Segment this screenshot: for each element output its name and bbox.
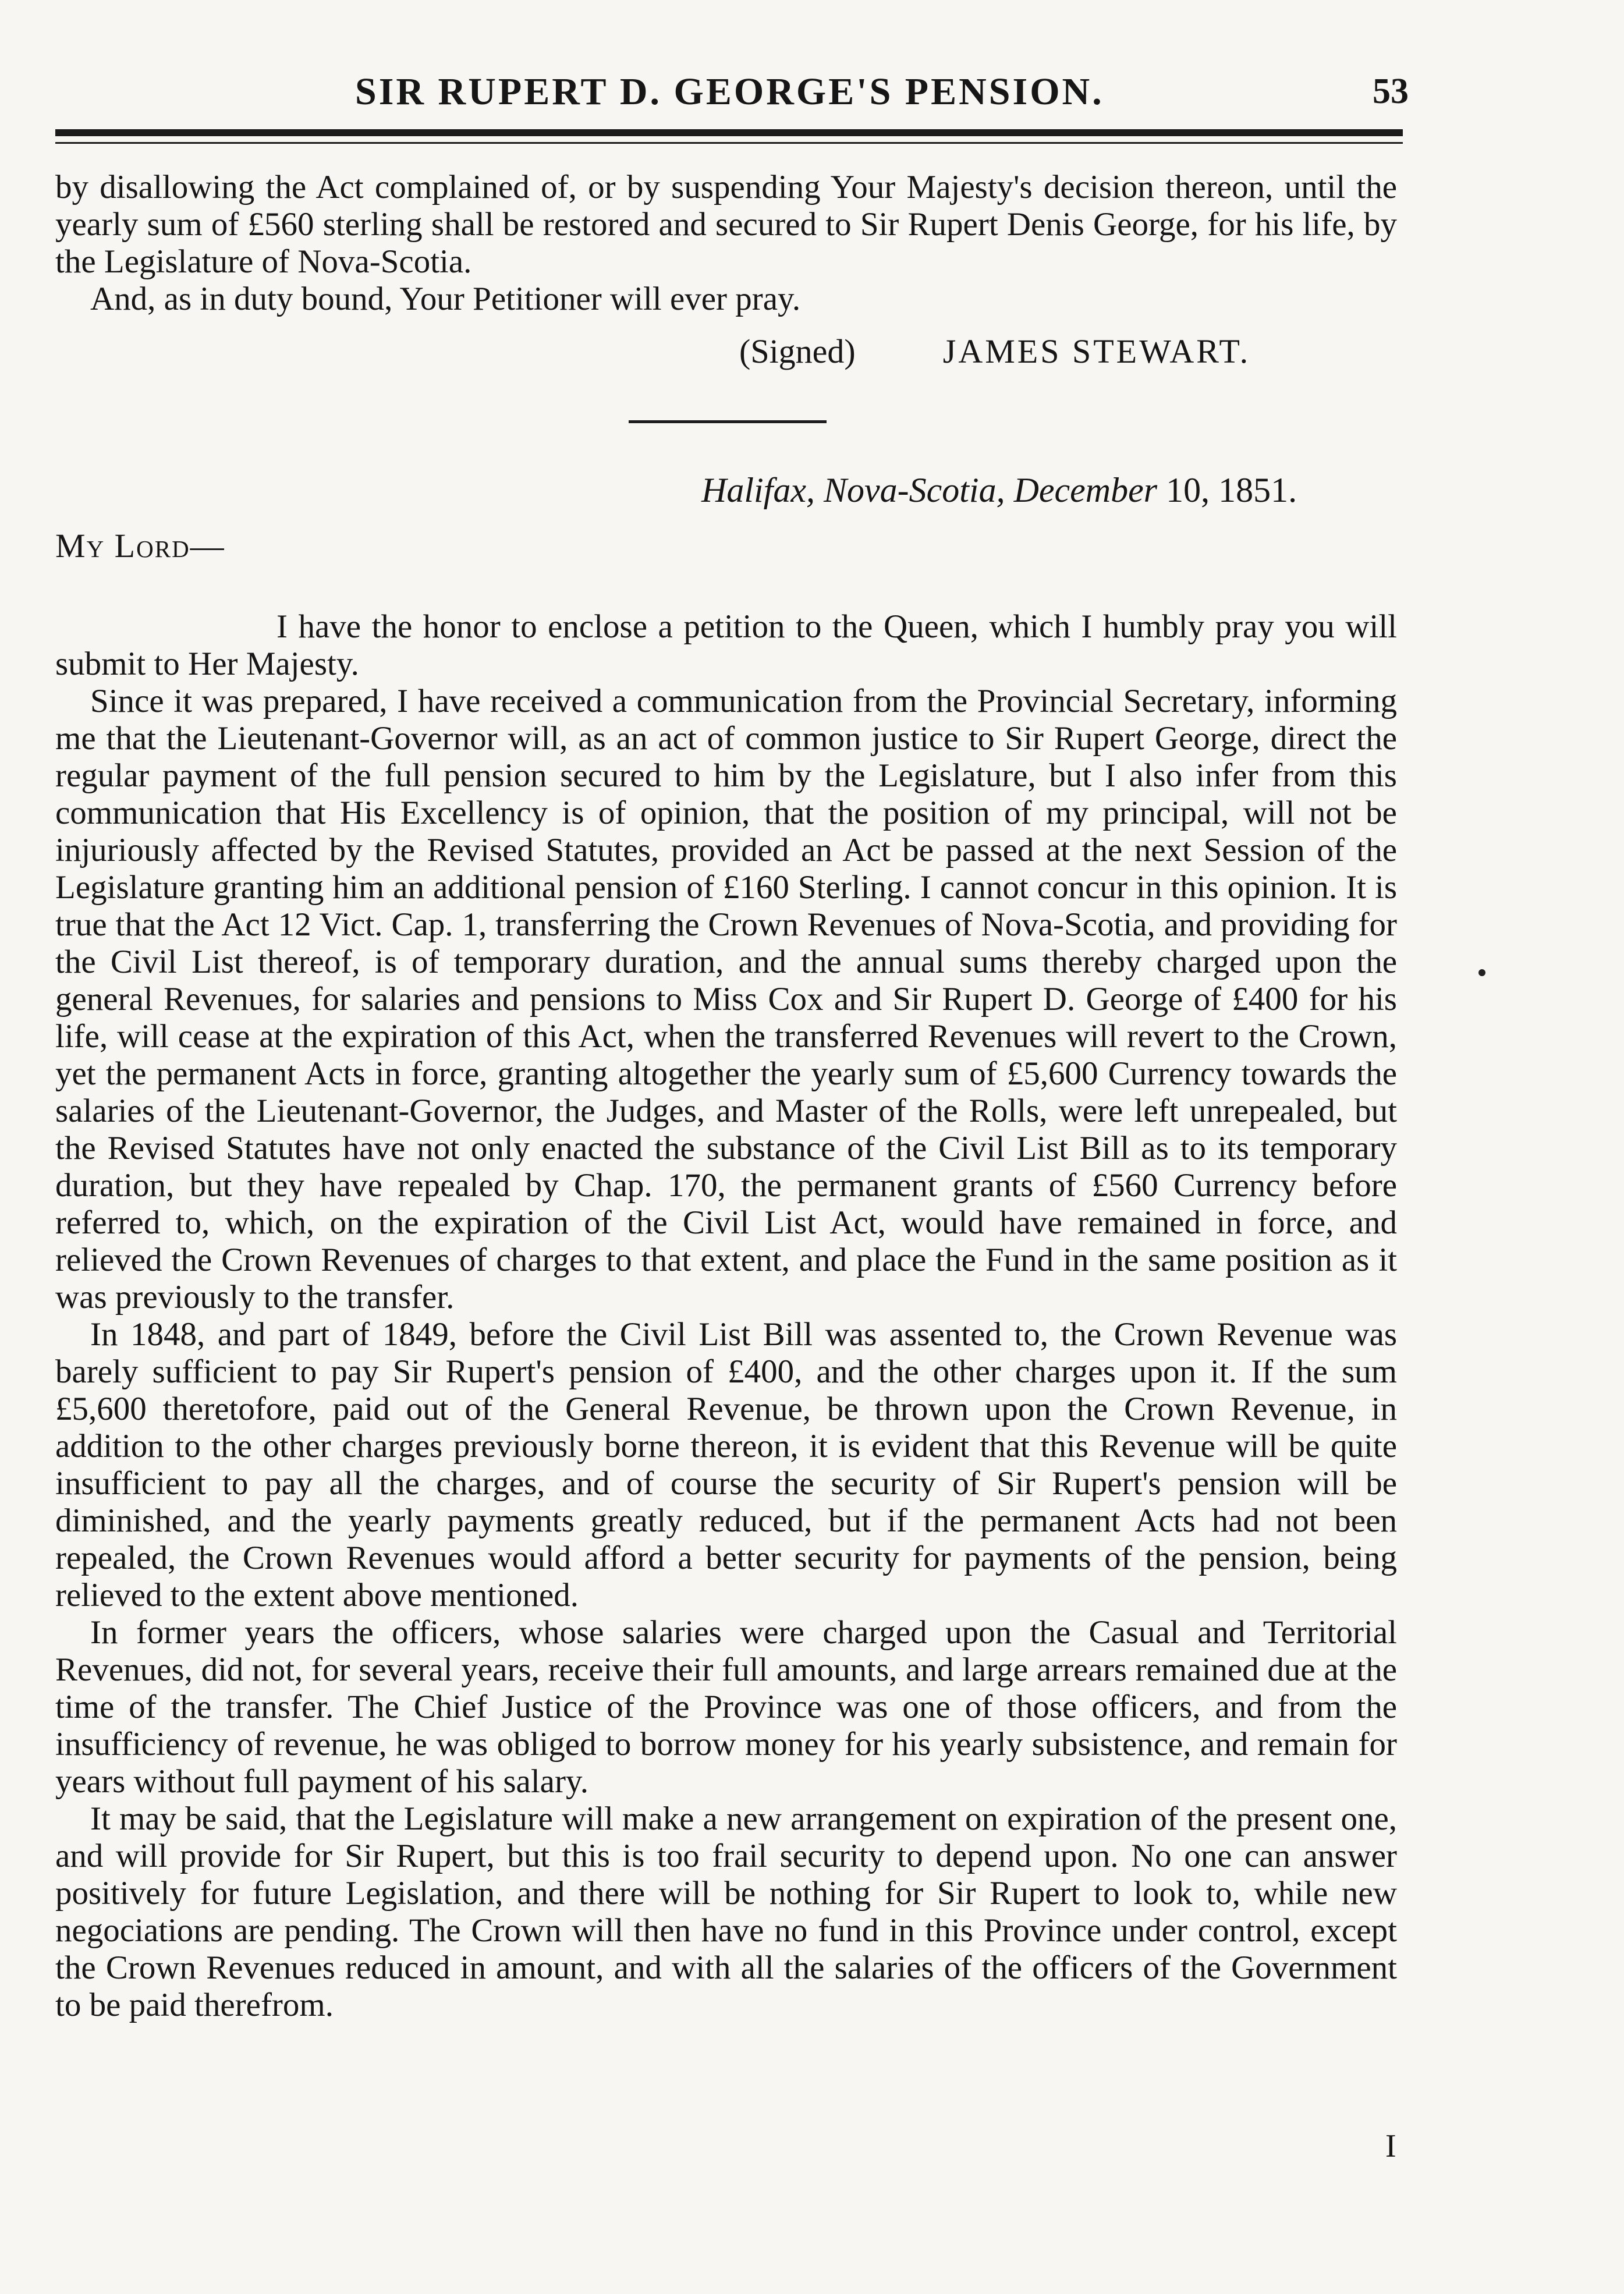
petition-end (55, 169, 1397, 318)
letter-place: Halifax, Nova-Scotia, (701, 471, 1005, 509)
letter-paragraph: In former years the officers, whose salaries were charged upon the Casual and Territorial Revenues, did not, for several years, receive their full amounts, and large arrears remained due at the time of the transfer. The Chief Justice of the Province was one of those officers, and from the insufficiency of revenue, he was obliged to borrow money for his yearly subsistence, and remain for years without full payment of his salary. (55, 1614, 1397, 1800)
petition-paragraph: by disallowing the Act complained of, or by suspending Your Majesty's decision thereon, until the yearly sum of £560 sterling shall be restored and secured to Sir Rupert Denis George, for his life, by the Legislature of Nova-Scotia. (55, 169, 1397, 280)
salutation: My Lord— (55, 527, 225, 565)
header-rule (55, 129, 1403, 136)
section-divider (629, 420, 827, 423)
signer-name: JAMES STEWART. (942, 332, 1251, 370)
page-header (52, 58, 1409, 122)
signature-line (739, 332, 1250, 371)
letter-paragraph: It may be said, that the Legislature will make a new arrangement on expiration of the present one, and will provide for Sir Rupert, but this is too frail security to depend upon. No one can answer positively for future Legislation, and there will be nothing for Sir Rupert to look to, while new negociations are pending. The Crown will then have no fund in this Province under control, except the Crown Revenues reduced in amount, and with all the salaries of the officers of the Government to be paid therefrom. (55, 1800, 1397, 2023)
page-number: 53 (1373, 72, 1409, 111)
running-title: SIR RUPERT D. GEORGE'S PENSION. (355, 70, 1104, 113)
signed-label: (Signed) (739, 332, 856, 370)
petition-closing: And, as in duty bound, Your Petitioner will ever pray. (90, 281, 801, 317)
letter-paragraph: Since it was prepared, I have received a communication from the Provincial Secretary, informing me that the Lieutenant-Governor will, as an act of common justice to Sir Rupert George, direct the regular payment of the full pension secured to him by the Legislature, but I also infer from this communication that His Excellency is of opinion, that the position of my principal, will not be injuriously affected by the Revised Statutes, provided an Act be passed at the next Session of the Legislature granting him an additional pension of £160 Sterling. I cannot concur in this opinion. It is true that the Act 12 Vict. Cap. 1, transferring the Crown Revenues of Nova-Scotia, and providing for the Civil List thereof, is of temporary duration, and the annual sums thereby charged upon the general Revenues, for salaries and pensions to Miss Cox and Sir Rupert D. George of £400 for his life, will cease at the expiration of this Act, when the transferred Revenues will revert to the Crown, yet the permanent Acts in force, granting altogether the yearly sum of £5,600 Currency towards the salaries of the Lieutenant-Governor, the Judges, and Master of the Rolls, were left unrepealed, but the Revised Statutes have not only enacted the substance of the Civil List Bill as to its temporary duration, but they have repealed by Chap. 170, the permanent grants of £560 Currency before referred to, which, on the expiration of the Civil List Act, would have remained in force, and relieved the Crown Revenues of charges to that extent, and place the Fund in the same position as it was previously to the transfer. (55, 683, 1397, 1316)
letter-date: 10, 1851. (1166, 471, 1297, 509)
letter-month: December (1013, 471, 1158, 509)
header-rule-thin (55, 142, 1403, 144)
letter-body (55, 608, 1397, 2024)
catchword: I (1385, 2128, 1396, 2164)
letter-paragraph: In 1848, and part of 1849, before the Civil List Bill was assented to, the Crown Revenue was barely sufficient to pay Sir Rupert's pension of £400, and the other charges upon it. If the sum £5,600 theretofore, paid out of the General Revenue, be thrown upon the Crown Revenue, in addition to the other charges previously borne thereon, it is evident that this Revenue will be quite insufficient to pay all the charges, and of course the security of Sir Rupert's pension will be diminished, and the yearly payments greatly reduced, but if the permanent Acts had not been repealed, the Crown Revenues would afford a better security for payments of the pension, being relieved to the extent above mentioned. (55, 1316, 1397, 1614)
letter-dateline (701, 470, 1297, 510)
ink-speck (1478, 969, 1485, 976)
letter-paragraph: I have the honor to enclose a petition to the Queen, which I humbly pray you will submit to Her Majesty. (55, 608, 1397, 682)
